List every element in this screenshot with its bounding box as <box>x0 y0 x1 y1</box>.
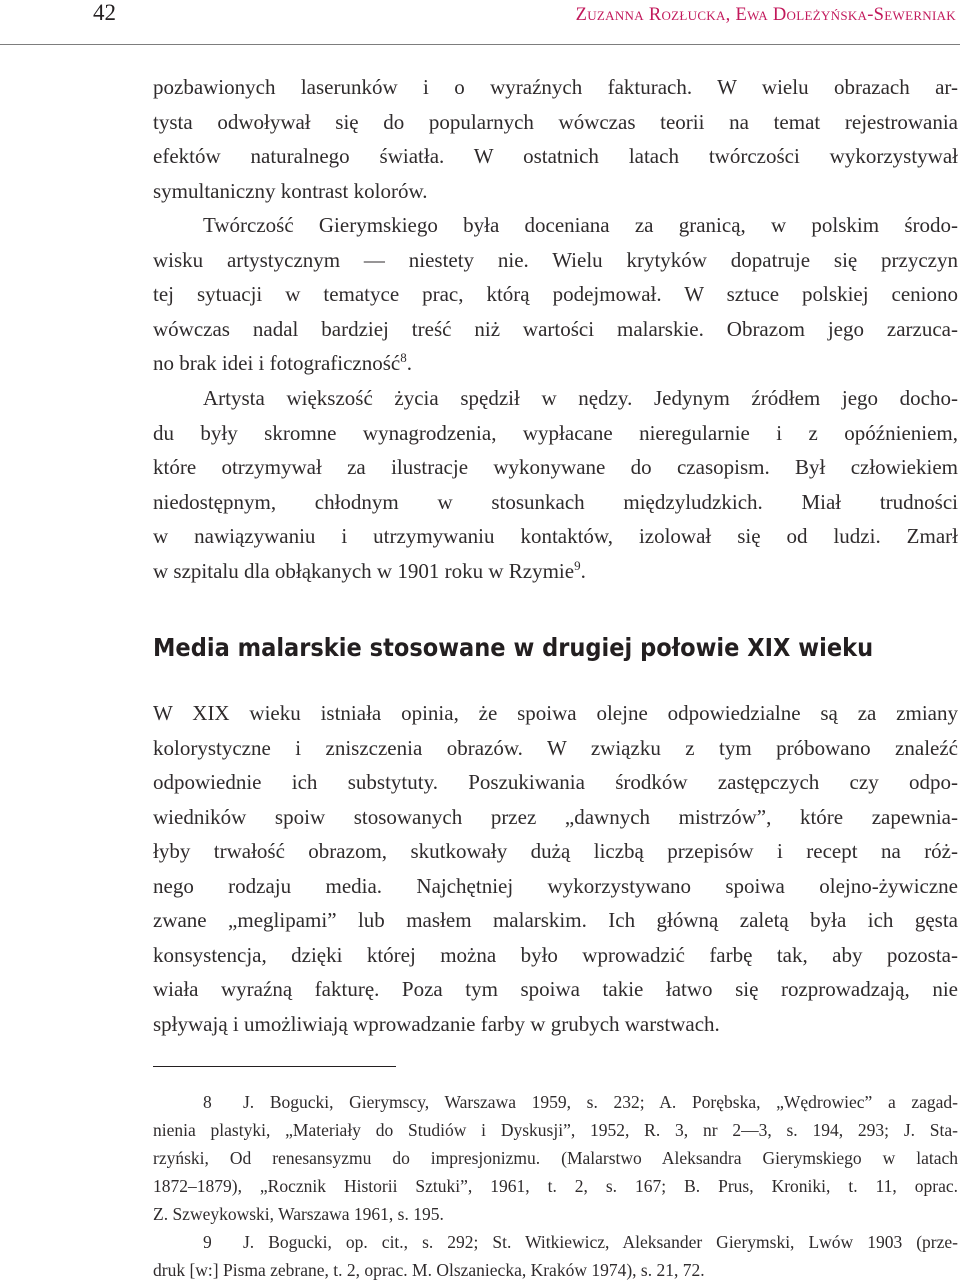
text-line: w nawiązywaniu i utrzymywaniu kontaktów, izolował się od ludzi. Zmarł <box>153 524 958 548</box>
footnote-text: rzyński, Od renesansyzmu do impresjonizmu. (Malarstwo Aleksandra Gierymskiego w latach <box>153 1148 958 1168</box>
text-line: wiała wyraźną fakturę. Poza tym spoiwa takie łatwo się rozprowadzają, nie <box>153 977 958 1001</box>
text-line: tej sytuacji w tematyce prac, którą podejmował. W sztuce polskiej ceniono <box>153 282 958 306</box>
text-line: spływają i umożliwiają wprowadzanie farby w grubych warstwach. <box>153 1011 720 1036</box>
text-line: konsystencja, dzięki której można było wprowadzić farbę tak, aby pozosta- <box>153 942 958 967</box>
footnote-text: nienia plastyki, „Materiały do Studiów i Dyskusji”, 1952, R. 3, nr 2—3, s. 194, 293; J. Sta- <box>153 1120 958 1140</box>
footnote-text: 1872–1879), „Rocznik Historii Sztuki”, 1961, t. 2, s. 167; B. Prus, Kroniki, t. 11, oprac. <box>153 1176 958 1196</box>
footnote-reference-9[interactable]: 9 <box>574 557 581 573</box>
paragraph-reception <box>153 208 958 381</box>
text-line: niedostępnym, chłodnym w stosunkach międzyludzkich. Miał trudności <box>153 489 958 514</box>
footnotes <box>153 1088 958 1284</box>
running-head-authors: Zuzanna Rozłucka, Ewa Doleżyńska-Sewerniak <box>575 5 956 25</box>
footnote-reference-8[interactable]: 8 <box>400 350 407 365</box>
text-line: Artysta większość życia spędził w nędzy. Jedynym źródłem jego docho- <box>203 386 958 410</box>
paragraph-gierymski-technique <box>153 70 958 208</box>
footnote-number-9: 9 <box>203 1232 212 1252</box>
text-line: symultaniczny kontrast kolorów. <box>153 178 428 203</box>
paragraph-biography <box>153 381 958 588</box>
text-line: efektów naturalnego światła. W ostatnich latach twórczości wykorzystywał <box>153 144 958 168</box>
footnote-8-line <box>153 1088 958 1116</box>
text-line: wisku artystycznym — niestety nie. Wielu krytyków dopatruje się przyczyn <box>153 247 958 272</box>
page-number: 42 <box>93 0 116 25</box>
text-line: łyby trwałość obrazom, skutkowały dużą liczbą przepisów i recept na róż- <box>153 839 958 863</box>
text-line: zwane „meglipami” lub masłem malarskim. Ich główną zaletą była ich gęsta <box>153 908 958 932</box>
text-fragment: no brak idei i fotograficzność <box>153 351 401 375</box>
text-line: kolorystyczne i zniszczenia obrazów. W związku z tym próbowano znaleźć <box>153 735 958 760</box>
text-line: wówczas nadal bardziej treść niż wartości malarskie. Obrazom jego zarzuca- <box>153 316 958 341</box>
footnote-number-8: 8 <box>203 1092 212 1112</box>
text-line: tysta odwoływał się do popularnych wówczas teorii na temat rejestrowania <box>153 109 958 134</box>
text-line: które otrzymywał za ilustracje wykonywane do czasopism. Był człowiekiem <box>153 455 958 479</box>
text-fragment: w szpitalu dla obłąkanych w 1901 roku w Rzymie <box>153 558 575 583</box>
section-heading: Media malarskie stosowane w drugiej połowie XIX wieku <box>153 633 874 662</box>
footnote-text: J. Bogucki, op. cit., s. 292; St. Witkiewicz, Aleksander Gierymski, Lwów 1903 (prze- <box>243 1232 958 1252</box>
text-line: pozbawionych laserunków i o wyraźnych fakturach. W wielu obrazach ar- <box>153 75 958 99</box>
text-line-with-note: w szpitalu dla obłąkanych w 1901 roku w Rzymie$^9$. <box>153 557 586 583</box>
footnote-text: Z. Szweykowski, Warszawa 1961, s. 195. <box>153 1204 444 1224</box>
page-header <box>0 0 960 45</box>
text-line-with-note: no brak idei i fotograficzność$^8$. <box>153 350 412 375</box>
text-line: du były skromne wynagrodzenia, wypłacane nieregularnie i z opóźnieniem, <box>153 420 958 445</box>
footnote-text: J. Bogucki, Gierymscy, Warszawa 1959, s. 232; A. Porębska, „Wędrowiec” a zagad- <box>243 1092 958 1112</box>
footnote-9-line <box>153 1228 958 1256</box>
text-line: Twórczość Gierymskiego była doceniana za granicą, w polskim środo- <box>203 213 958 237</box>
paragraph-painting-media <box>153 696 958 1041</box>
footnote-text: druk [w:] Pisma zebrane, t. 2, oprac. M. Olszaniecka, Kraków 1974), s. 21, 72. <box>153 1260 705 1280</box>
footnote-divider <box>153 1066 396 1067</box>
text-line: wiedników spoiw stosowanych przez „dawnych mistrzów”, które zapewnia- <box>153 804 958 829</box>
text-line: odpowiednie ich substytuty. Poszukiwania środków zastępczych czy odpo- <box>153 770 958 794</box>
text-line: nego rodzaju media. Najchętniej wykorzystywano spoiwa olejno-żywiczne <box>153 873 958 898</box>
text-line: W XIX wieku istniała opinia, że spoiwa olejne odpowiedzialne są za zmiany <box>153 701 958 725</box>
